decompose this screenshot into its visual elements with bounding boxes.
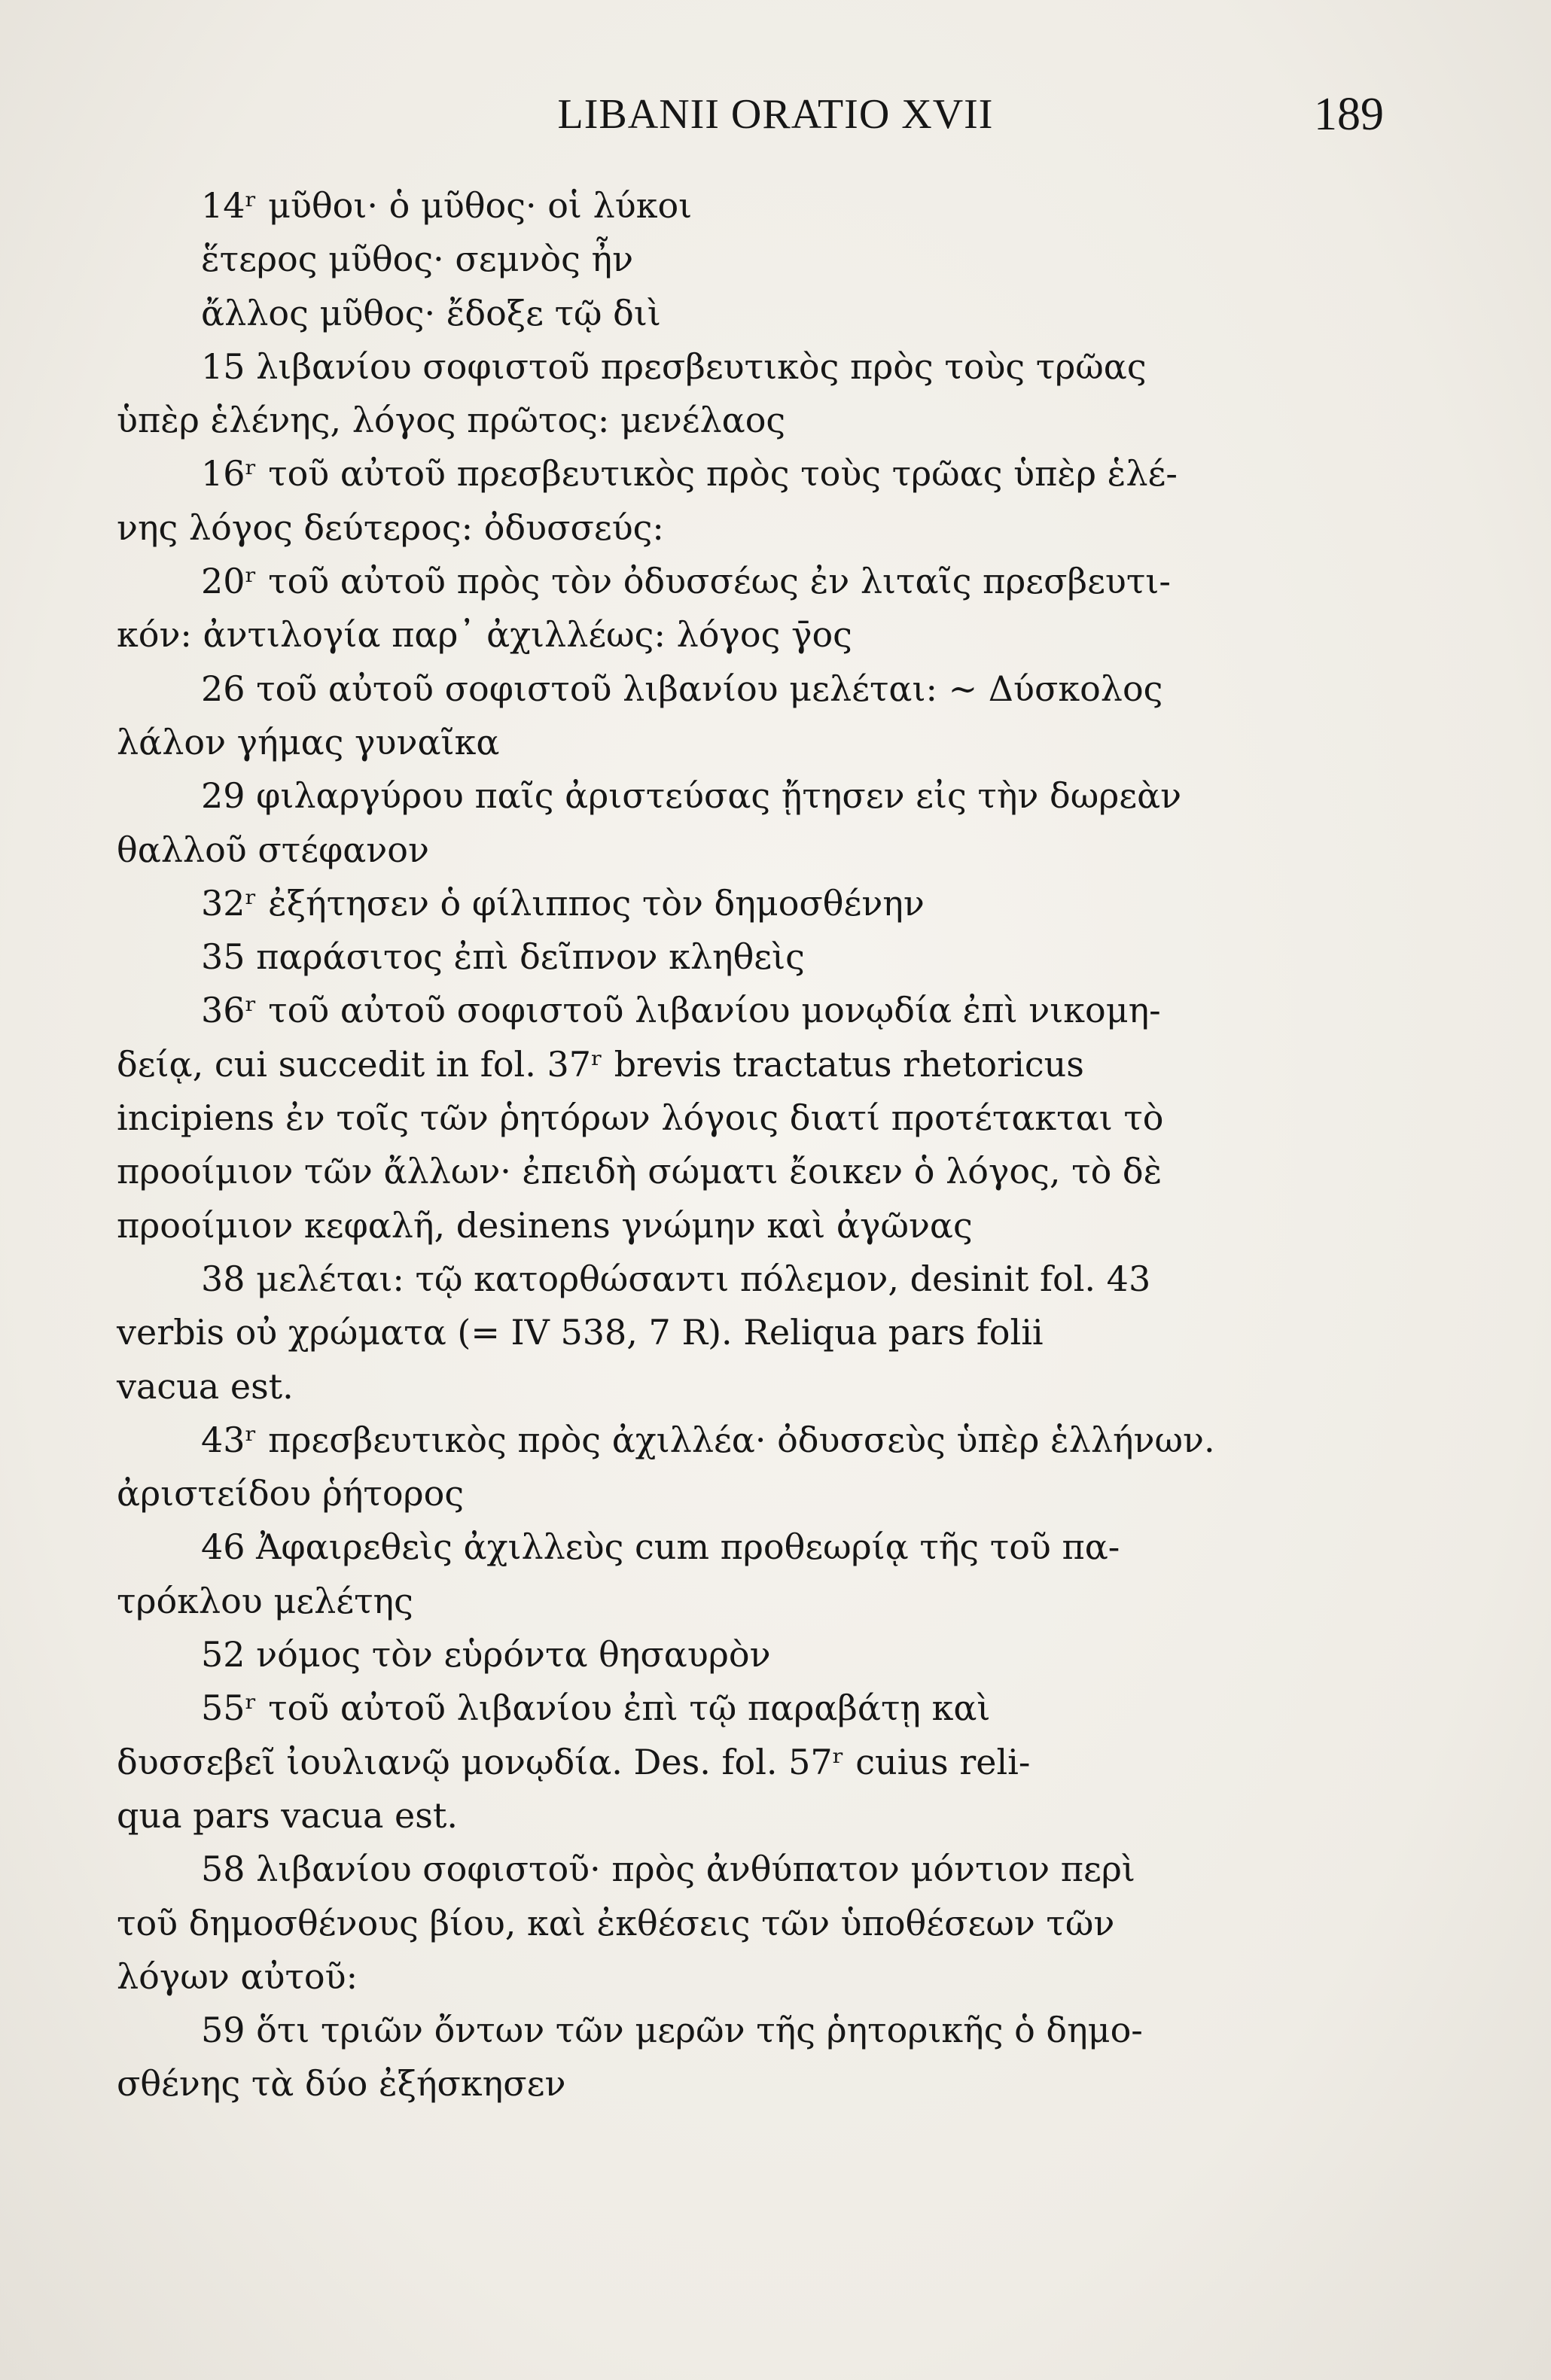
text-line: 26 τοῦ αὐτοῦ σοφιστοῦ λιβανίου μελέται: ∼ Δύσκολος (201, 668, 1163, 709)
text-line: λόγων αὐτοῦ: (117, 1955, 358, 1997)
text-line: 35 παράσιτος ἐπὶ δεῖπνον κληθεὶς (201, 936, 805, 978)
text-line: θαλλοῦ στέφανον (117, 829, 429, 870)
text-line: 16ʳ τοῦ αὐτοῦ πρεσβευτικὸς πρὸς τοὺς τρῶας ὑπὲρ ἑλέ- (201, 453, 1178, 495)
text-line: ἀριστείδου ῥήτορος (117, 1473, 465, 1514)
text-line: 36ʳ τοῦ αὐτοῦ σοφιστοῦ λιβανίου μονῳδία ἐπὶ νικομη- (201, 990, 1161, 1031)
running-head: LIBANII ORATIO XVII (557, 91, 994, 138)
text-line: 46 Ἀφαιρεθεὶς ἀχιλλεὺς cum προθεωρίᾳ τῆς τοῦ πα- (201, 1526, 1120, 1568)
text-line: προοίμιον κεφαλῆ, desinens γνώμην καὶ ἀγῶνας (117, 1204, 973, 1246)
text-line: 52 νόμος τὸν εὑρόντα θησαυρὸν (201, 1634, 771, 1675)
text-line: 38 μελέται: τῷ κατορθώσαντι πόλεμον, desinit fol. 43 (201, 1258, 1151, 1299)
text-line: verbis οὐ χρώματα (= IV 538, 7 R). Reliqua pars folii (117, 1312, 1044, 1353)
text-line: 32ʳ ἐξήτησεν ὁ φίλιππος τὸν δημοσθένην (201, 882, 925, 924)
text-line: 59 ὅτι τριῶν ὄντων τῶν μερῶν τῆς ῥητορικῆς ὁ δημο- (201, 2010, 1143, 2051)
text-line: qua pars vacua est. (117, 1794, 458, 1836)
text-line: δείᾳ, cui succedit in fol. 37ʳ brevis tractatus rhetoricus (117, 1043, 1084, 1085)
page-number: 189 (1314, 89, 1384, 140)
text-line: 58 λιβανίου σοφιστοῦ· πρὸς ἀνθύπατον μόντιον περὶ (201, 1849, 1135, 1890)
text-line: προοίμιον τῶν ἄλλων· ἐπειδὴ σώματι ἔοικεν ὁ λόγος, τὸ δὲ (117, 1151, 1162, 1192)
text-line: ἄλλος μῦθος· ἔδοξε τῷ διὶ (201, 292, 661, 333)
text-line: ὑπὲρ ἑλένης, λόγος πρῶτος: μενέλαος (117, 400, 786, 441)
text-line: νης λόγος δεύτερος: ὀδυσσεύς: (117, 507, 664, 548)
text-line: 20ʳ τοῦ αὐτοῦ πρὸς τὸν ὀδυσσέως ἐν λιταῖς πρεσβευτι- (201, 561, 1171, 602)
text-line: τοῦ δημοσθένους βίου, καὶ ἐκθέσεις τῶν ὑποθέσεων τῶν (117, 1902, 1115, 1943)
text-line: vacua est. (117, 1365, 294, 1407)
text-line: ἕτερος μῦθος· σεμνὸς ἦν (201, 239, 634, 280)
text-line: λάλον γήμας γυναῖκα (117, 721, 500, 762)
text-line: δυσσεβεῖ ἰουλιανῷ μονῳδία. Des. fol. 57ʳ cuius reli- (117, 1741, 1031, 1782)
body-text (117, 179, 1389, 2111)
text-line: 14ʳ μῦθοι· ὁ μῦθος· οἱ λύκοι (201, 185, 693, 226)
text-line: 29 φιλαργύρου παῖς ἀριστεύσας ᾔτησεν εἰς τὴν δωρεὰν (201, 775, 1182, 817)
text-line: τρόκλου μελέτης (117, 1580, 413, 1621)
text-line: incipiens ἐν τοῖς τῶν ῥητόρων λόγοις διατί προτέτακται τὸ (117, 1097, 1164, 1139)
text-line: 43ʳ πρεσβευτικὸς πρὸς ἀχιλλέα· ὀδυσσεὺς ὑπὲρ ἑλλήνων. (201, 1419, 1215, 1460)
page-header (0, 84, 1551, 145)
text-line: 15 λιβανίου σοφιστοῦ πρεσβευτικὸς πρὸς τοὺς τρῶας (201, 345, 1147, 387)
text-line: σθένης τὰ δύο ἐξήσκησεν (117, 2063, 566, 2105)
text-line: κόν: ἀντιλογία παρ᾽ ἀχιλλέως: λόγος γ̄ος (117, 614, 852, 656)
text-line: 55ʳ τοῦ αὐτοῦ λιβανίου ἐπὶ τῷ παραβάτῃ καὶ (201, 1688, 991, 1729)
